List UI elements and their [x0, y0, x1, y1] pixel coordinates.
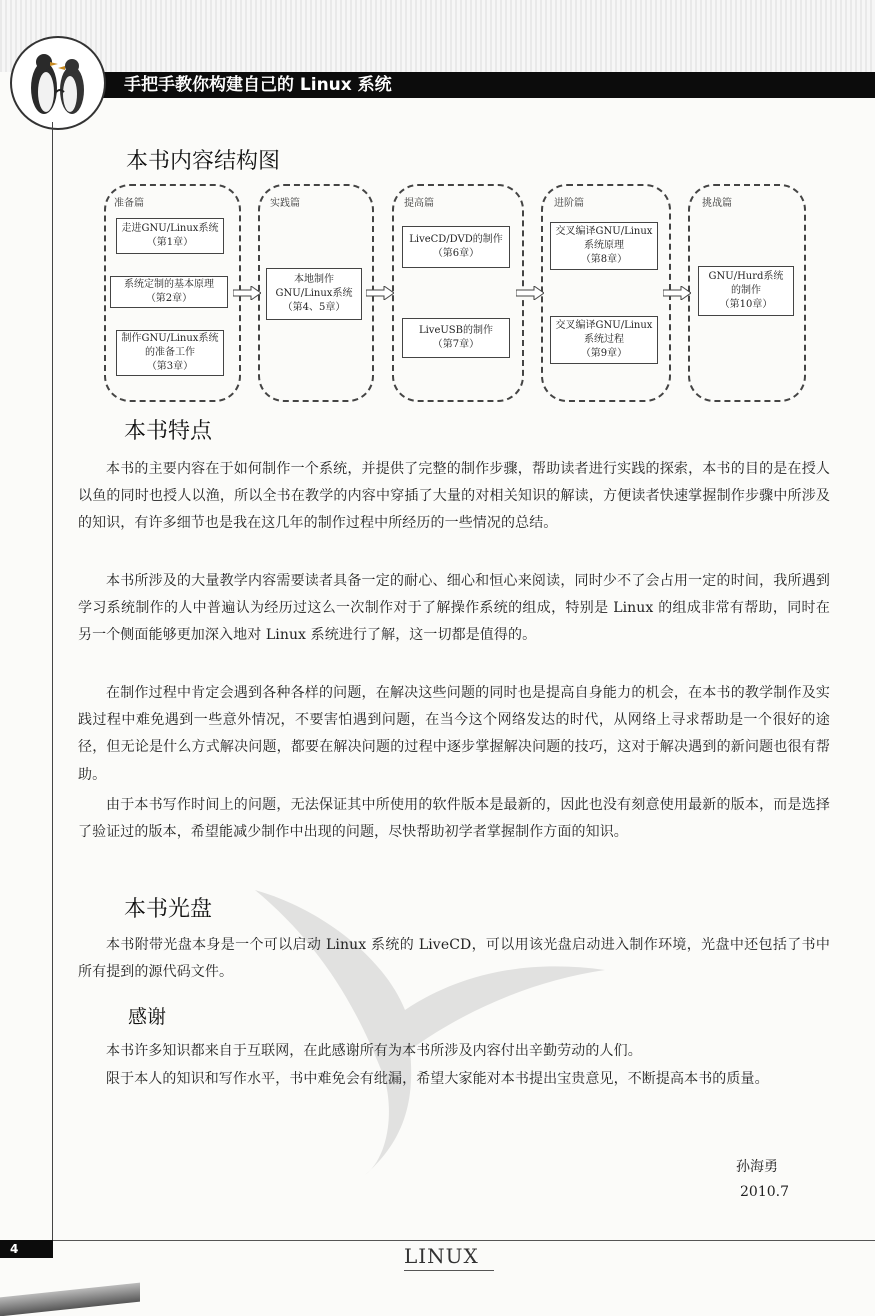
chapter-box: 交叉编译GNU/Linux 系统原理 （第8章） — [550, 222, 658, 270]
chapter-box: 本地制作 GNU/Linux系统 （第4、5章） — [266, 268, 362, 320]
chapter-box: GNU/Hurd系统 的制作 （第10章） — [698, 266, 794, 316]
section-label: 进阶篇 — [554, 198, 584, 209]
header-texture — [0, 0, 875, 72]
chapter-box: 交叉编译GNU/Linux 系统过程 （第9章） — [550, 316, 658, 364]
author-name: 孙海勇 — [736, 1159, 778, 1175]
arrow-right-icon — [366, 286, 394, 300]
features-paragraph: 由于本书写作时间上的问题，无法保证其中所使用的软件版本是最新的，因此也没有刻意使用最新的版本，而是选择了验证过的版本，希望能减少制作中出现的问题，尽快帮助初学者掌握制作方面的知识。 — [78, 797, 830, 841]
section-label: 提高篇 — [404, 198, 434, 209]
footer-logo: LINUX — [404, 1244, 479, 1268]
page-edge-shadow — [0, 1283, 140, 1316]
chapter-box: 制作GNU/Linux系统 的准备工作 （第3章） — [116, 330, 224, 376]
section-box-advance — [392, 184, 524, 402]
section-box-expert — [541, 184, 671, 402]
chapter-box: 走进GNU/Linux系统 （第1章） — [116, 218, 224, 254]
chapter-box: LiveUSB的制作 （第7章） — [402, 318, 510, 358]
thanks-paragraph: 本书许多知识都来自于互联网，在此感谢所有为本书所涉及内容付出辛勤劳动的人们。 — [106, 1043, 642, 1059]
chapter-box: 系统定制的基本原理 （第2章） — [110, 276, 228, 308]
features-paragraph: 本书的主要内容在于如何制作一个系统，并提供了完整的制作步骤，帮助读者进行实践的探索，本书的目的是在授人以鱼的同时也授人以渔，所以全书在教学的内容中穿插了大量的对相关知识的解读，方便读者快速掌握制作步骤中所涉及的知识，有许多细节也是我在这几年的制作过程中所经历的一些情况的总结。 — [78, 461, 830, 532]
features-heading: 本书特点 — [124, 419, 213, 444]
section-label: 实践篇 — [270, 198, 300, 209]
chapter-box: LiveCD/DVD的制作 （第6章） — [402, 226, 510, 268]
arrow-right-icon — [516, 286, 544, 300]
diagram-heading: 本书内容结构图 — [126, 149, 281, 174]
disc-heading: 本书光盘 — [124, 897, 213, 922]
footer-bar — [0, 1240, 53, 1258]
features-paragraph: 本书所涉及的大量教学内容需要读者具备一定的耐心、细心和恒心来阅读，同时少不了会占用一定的时间，我所遇到学习系统制作的人中普遍认为经历过这么一次制作对于了解操作系统的组成，特别是 Linux 的组成非常有帮助，同时在另一个侧面能够更加深入地对 Linux 系统进行了解，这一切都是值得的。 — [78, 573, 830, 644]
footer-logo-underline — [404, 1270, 494, 1271]
section-label: 挑战篇 — [702, 198, 732, 209]
margin-rule — [52, 122, 53, 1242]
running-header-title: 手把手教你构建自己的 Linux 系统 — [124, 75, 392, 95]
penguin-logo — [10, 36, 106, 130]
watermark-swirl-icon — [235, 880, 615, 1180]
disc-paragraph: 本书附带光盘本身是一个可以启动 Linux 系统的 LiveCD，可以用该光盘启动进入制作环境，光盘中还包括了书中所有提到的源代码文件。 — [78, 937, 830, 981]
footer-rule — [53, 1240, 875, 1241]
arrow-right-icon — [233, 286, 261, 300]
thanks-heading: 感谢 — [128, 1006, 167, 1028]
arrow-right-icon — [663, 286, 691, 300]
penguin-icon — [20, 44, 96, 122]
thanks-paragraph: 限于本人的知识和写作水平，书中难免会有纰漏，希望大家能对本书提出宝贵意见，不断提高本书的质量。 — [106, 1071, 769, 1087]
features-paragraph: 在制作过程中肯定会遇到各种各样的问题，在解决这些问题的同时也是提高自身能力的机会，在本书的教学制作及实践过程中难免遇到一些意外情况，不要害怕遇到问题，在当今这个网络发达的时代，从网络上寻求帮助是一个很好的途径，但无论是什么方式解决问题，都要在解决问题的过程中逐步掌握解决问题的技巧，这对于解决遇到的新问题也很有帮助。 — [78, 685, 830, 783]
signature-date: 2010.7 — [740, 1184, 789, 1200]
page-number: 4 — [10, 1242, 19, 1256]
section-label: 准备篇 — [114, 198, 144, 209]
